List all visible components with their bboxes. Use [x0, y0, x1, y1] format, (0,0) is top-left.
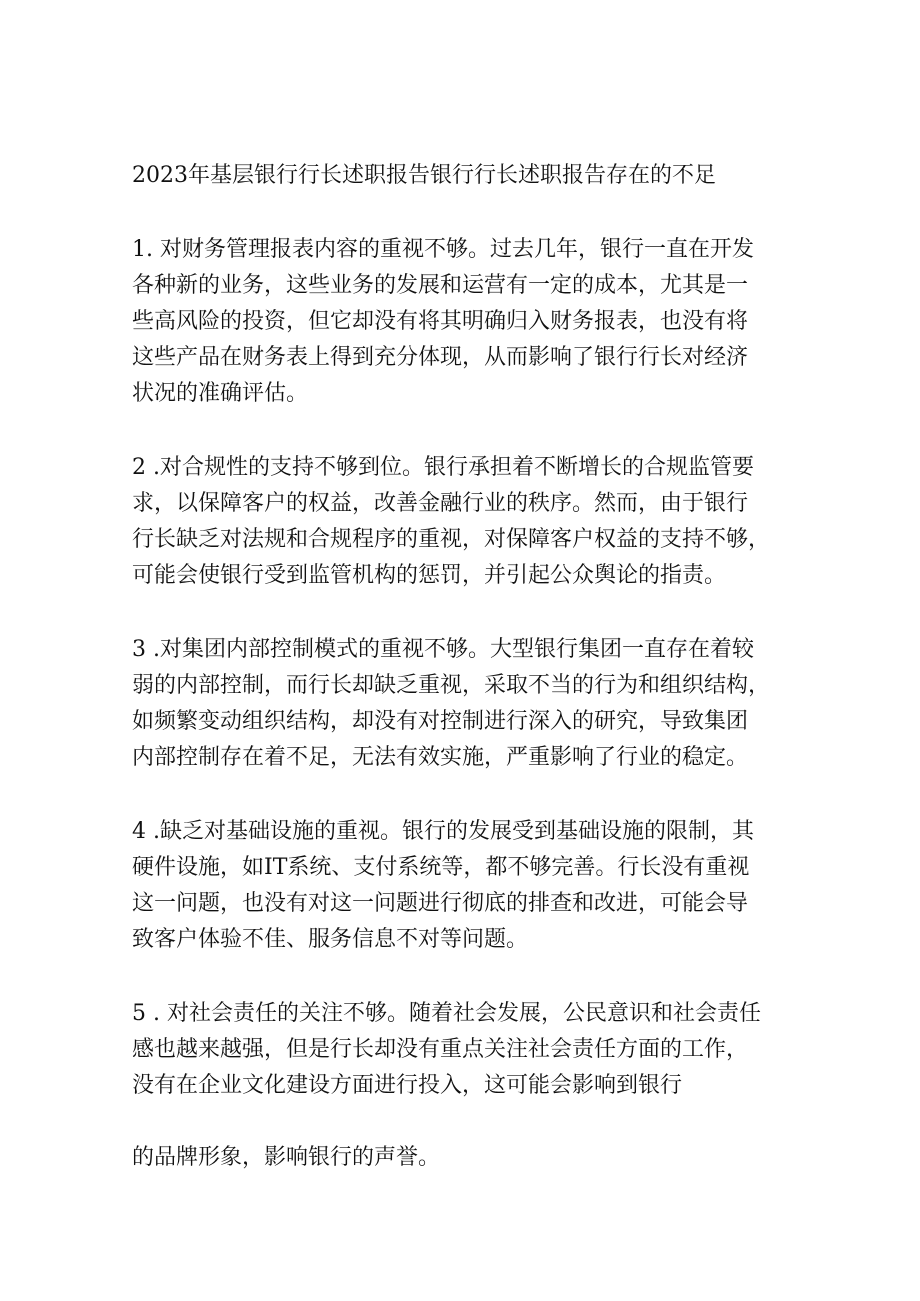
- paragraph-line: 硬件设施，如IT系统、支付系统等，都不够完善。行长没有重视: [132, 855, 750, 880]
- paragraph-line: 1. 对财务管理报表内容的重视不够。过去几年，银行一直在开发: [132, 237, 754, 262]
- paragraph-line: 如频繁变动组织结构，却没有对控制进行深入的研究，导致集团: [132, 709, 749, 734]
- paragraph-line: 这一问题，也没有对这一问题进行彻底的排查和改进，可能会导: [132, 891, 749, 916]
- paragraph-line: 可能会使银行受到监管机构的惩罚，并引起公众舆论的指责。: [132, 563, 727, 588]
- document-title: 2023年基层银行行长述职报告银行行长述职报告存在的不足: [132, 163, 716, 188]
- paragraph-3: [132, 632, 796, 776]
- paragraph-line: 些高风险的投资，但它却没有将其明确归入财务报表，也没有将: [132, 309, 749, 334]
- paragraph-line: 状况的准确评估。: [132, 381, 309, 406]
- paragraph-1: [132, 232, 796, 412]
- paragraph-line: 感也越来越强，但是行长却没有重点关注社会责任方面的工作，: [132, 1037, 749, 1062]
- paragraph-5-continued: [132, 1140, 796, 1176]
- paragraph-line: 行长缺乏对法规和合规程序的重视，对保障客户权益的支持不够，: [132, 527, 771, 552]
- paragraph-line: 的品牌形象，影响银行的声誉。: [132, 1145, 441, 1170]
- document-body: [132, 158, 796, 1214]
- paragraph-line: 致客户体验不佳、服务信息不对等问题。: [132, 927, 529, 952]
- paragraph-line: 没有在企业文化建设方面进行投入，这可能会影响到银行: [132, 1073, 683, 1098]
- paragraph-4: [132, 814, 796, 958]
- paragraph-2: [132, 450, 796, 594]
- paragraph-line: 2 .对合规性的支持不够到位。银行承担着不断增长的合规监管要: [132, 455, 754, 480]
- paragraph-line: 弱的内部控制，而行长却缺乏重视，采取不当的行为和组织结构，: [132, 673, 771, 698]
- paragraph-line: 内部控制存在着不足，无法有效实施，严重影响了行业的稳定。: [132, 745, 749, 770]
- paragraph-line: 5 . 对社会责任的关注不够。随着社会发展，公民意识和社会责任: [132, 1001, 761, 1026]
- paragraph-line: 4 .缺乏对基础设施的重视。银行的发展受到基础设施的限制，其: [132, 819, 754, 844]
- paragraph-line: 求，以保障客户的权益，改善金融行业的秩序。然而，由于银行: [132, 491, 749, 516]
- paragraph-line: 3 .对集团内部控制模式的重视不够。大型银行集团一直存在着较: [132, 637, 754, 662]
- paragraph-line: 各种新的业务，这些业务的发展和运营有一定的成本，尤其是一: [132, 273, 749, 298]
- paragraph-5: [132, 996, 796, 1104]
- paragraph-line: 这些产品在财务表上得到充分体现，从而影响了银行行长对经济: [132, 345, 749, 370]
